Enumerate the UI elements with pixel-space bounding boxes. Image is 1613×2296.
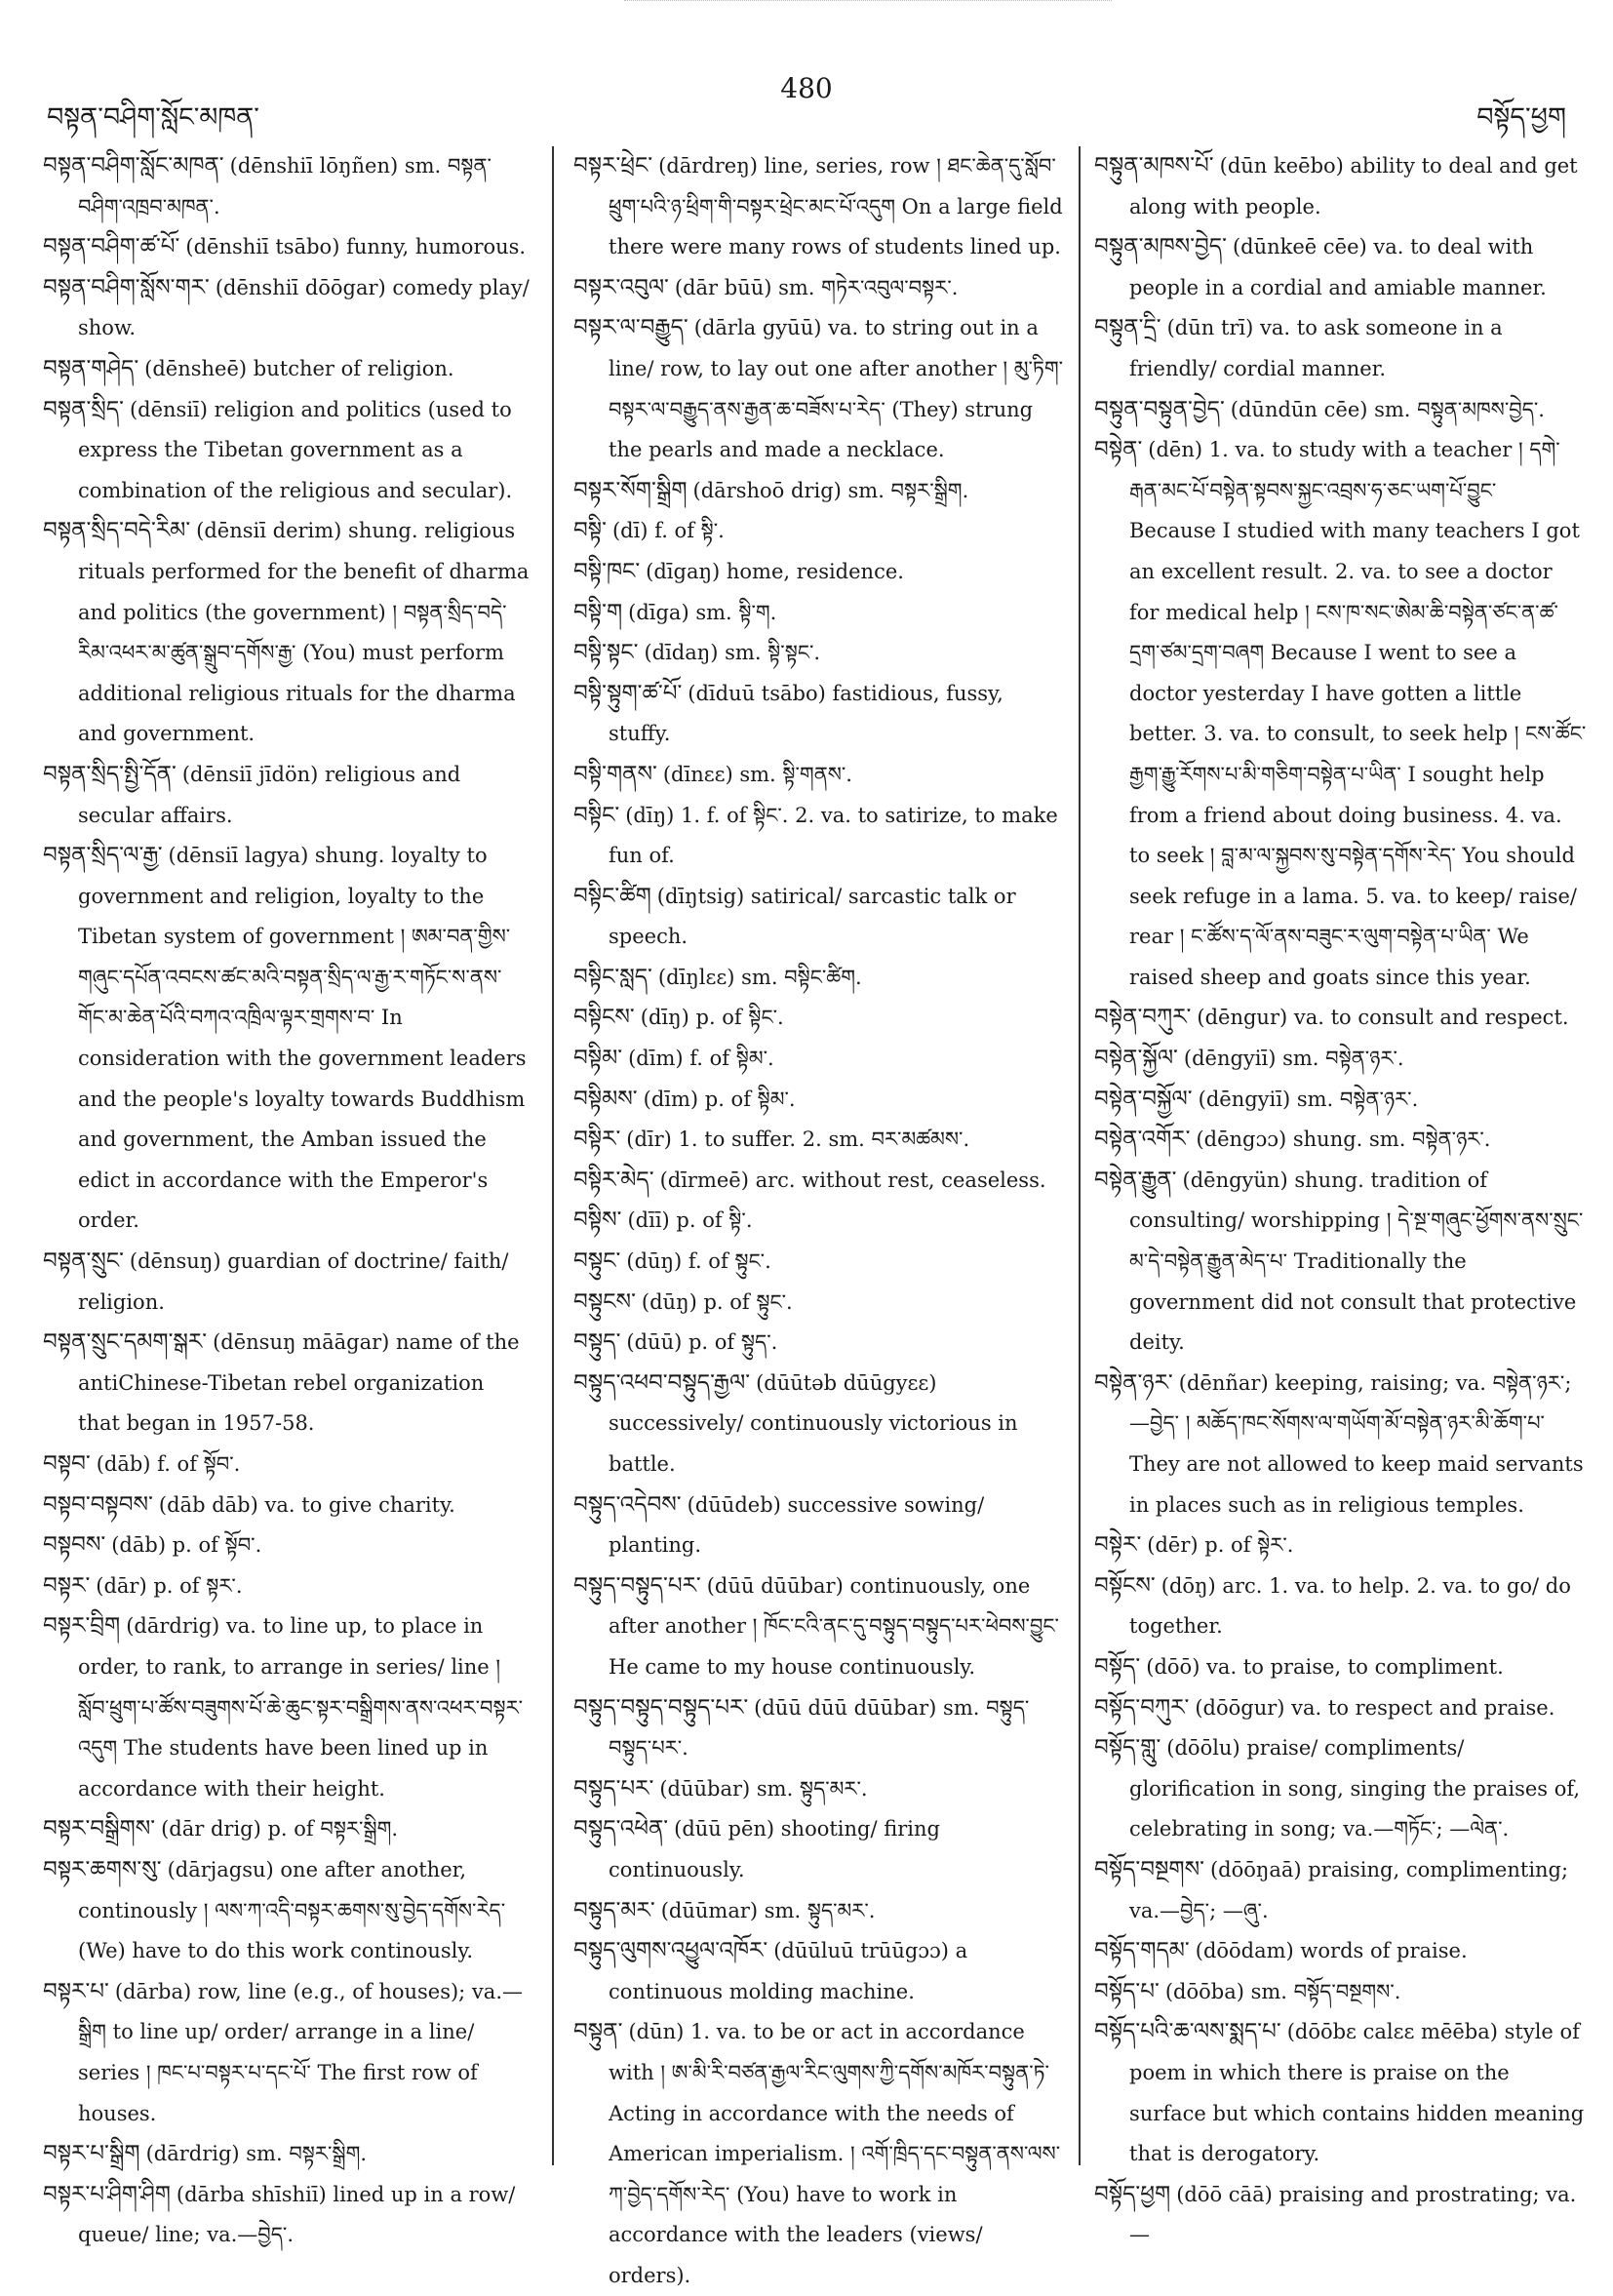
entry-definition: (dēnsiī) religion and politics (used to express the Tibetan government as a combination of the religious and secular). [78, 397, 513, 502]
dictionary-entry [573, 1809, 1071, 1890]
entry-headword: བསྟི་ [573, 518, 607, 544]
entry-definition: (dāb) f. of སྟོབ་. [96, 1452, 241, 1476]
entry-definition: (dāb) p. of སྟོབ་. [111, 1533, 262, 1558]
entry-headword: བསྟིས་ [573, 1207, 622, 1234]
dictionary-entry [573, 1364, 1071, 1485]
entry-headword: བསྟིང་ [573, 802, 620, 828]
dictionary-entry [573, 1120, 1071, 1161]
entry-definition: (dōŋ) arc. 1. va. to help. 2. va. to go/ do together. [1129, 1573, 1571, 1639]
dictionary-entry [573, 674, 1071, 755]
dictionary-entry [43, 1242, 531, 1323]
entry-headword: བསྟིང་ཚིག [573, 883, 651, 909]
entry-definition: (dūūmar) sm. སྟུད་མར་. [660, 1898, 876, 1922]
dictionary-entry [1094, 1120, 1588, 1161]
entry-definition: (dārjagsu) one after another, continously ། ལས་ཀ་འདི་བསྟར་ཆགས་སུ་བྱེད་དགོས་རེད་ (We) have to do this work continously. [78, 1857, 506, 1963]
dictionary-entry [43, 349, 531, 390]
entry-definition: (dūū dūū dūūbar) sm. བསྟུད་བསྟུད་པར་. [609, 1695, 1030, 1761]
entry-headword: བསྟུངས་ [573, 1288, 636, 1315]
entry-headword: བསྟོད་བསྔགས་ [1094, 1856, 1204, 1882]
entry-definition: (dēnshiī lōŋñen) sm. བསྟན་བཤིག་འཁྲབ་མཁན་. [78, 154, 492, 218]
dictionary-entry [573, 796, 1071, 877]
entry-headword: བསྟེན་ [1094, 437, 1143, 463]
entry-definition: (dārdrig) sm. བསྟར་སྒྲིག. [145, 2142, 368, 2166]
entry-definition: (dūūbar) sm. སྟུད་མར་. [659, 1776, 868, 1801]
entry-definition: (dūn trī) va. to ask someone in a friendly/ cordial manner. [1129, 316, 1503, 380]
entry-definition: (dōōgur) va. to respect and praise. [1195, 1695, 1555, 1720]
entry-definition: (dārba shīshiī) lined up in a row/ queue/ line; va.—བྱེད་. [78, 2182, 516, 2247]
dictionary-entry [43, 1606, 531, 1809]
entry-headword: བསྟུད་འཕེན་ [573, 1816, 669, 1842]
page-header [47, 59, 1566, 133]
entry-headword: བསྟབ་བསྟབས་ [43, 1491, 153, 1518]
entry-definition: (dēnsuŋ māāgar) name of the antiChinese-Tibetan rebel organization that began in 1957-58. [78, 1330, 520, 1436]
dictionary-entry [1094, 1080, 1588, 1121]
entry-headword: བསྟོད་བཀུར་ [1094, 1694, 1190, 1721]
entry-definition: (dīdaŋ) sm. སྟི་སྟང་. [644, 641, 821, 665]
entry-headword: བསྟུད་ལུགས་འཕྱུལ་འཁོར་ [573, 1938, 768, 1964]
entry-headword: བསྟར་ཆགས་སུ་ [43, 1856, 162, 1882]
dictionary-entry [573, 1039, 1071, 1080]
entry-definition: (dēnñar) keeping, raising; va. བསྟེན་ཉར་; —བྱེད་ ། མཆོད་ཁང་སོགས་ལ་གཡོག་མོ་བསྟེན་ཉར་མི་ཆོག་པ་ They are not allowed to keep maid servants in places such as in religious temples. [1129, 1370, 1584, 1517]
entry-headword: བསྟི་སྟང་ [573, 640, 639, 666]
dictionary-entry [1094, 1647, 1588, 1688]
entry-headword: བསྟན་བཤིག་སློས་གར་ [43, 274, 210, 300]
entry-definition: (dōōŋaā) praising, complimenting; va.—བྱེད་; —ཞུ་. [1129, 1857, 1569, 1922]
entry-headword: བསྟུན་དྲི་ [1094, 315, 1161, 341]
dictionary-entry [43, 511, 531, 755]
entry-definition: (dūndūn cēe) sm. བསྟུན་མཁས་བྱེད་. [1230, 397, 1545, 421]
entry-headword: བསྟེན་ཉར་ [1094, 1369, 1173, 1396]
entry-definition: (dūūdeb) successive sowing/ planting. [609, 1492, 985, 1558]
page-number: 480 [780, 72, 833, 104]
dictionary-entry [43, 390, 531, 512]
entry-headword: བསྟུན་མཁས་བྱེད་ [1094, 234, 1227, 260]
entry-headword: བསྟུན་ [573, 2019, 623, 2045]
entry-definition: (dūn) 1. va. to be or act in accordance with ། ཨ་མི་རི་བཙན་རྒྱལ་རིང་ལུགས་ཀྱི་དགོས་མཁོར་བསྟུན་ཏེ་ Acting in accordance with the needs of American imperialism. ། འགོ་ཁྲིད་དང་བསྟུན་ནས་ལས་ཀ་བྱེད་དགོས་རེད་ (You) have to work in accordance with the leaders (views/ orders). [609, 2020, 1061, 2287]
entry-headword: བསྟོད་གླུ་ [1094, 1735, 1161, 1762]
entry-definition: (dūū) p. of སྟུད་. [626, 1330, 778, 1355]
entry-definition: (dārla gyūū) va. to string out in a line/ row, to lay out one after another ། མུ་ཏིག་བསྟར་ལ་བརྒྱུད་ནས་རྒྱན་ཆ་བཟོས་པ་རེད་ (They) strung the pearls and made a necklace. [609, 316, 1064, 462]
entry-definition: (dūŋ) p. of སྟུང་. [641, 1289, 793, 1314]
entry-definition: (dēngɔɔ) shung. sm. བསྟེན་ཉར་. [1196, 1128, 1491, 1152]
entry-definition: (dōō) va. to praise, to compliment. [1146, 1654, 1504, 1679]
entry-definition: (dārshoō drig) sm. བསྟར་སྒྲིག. [692, 478, 969, 502]
entry-headword: བསྟན་སྲིད་ [43, 396, 124, 422]
dictionary-entry [1094, 227, 1588, 308]
dictionary-entry [43, 1485, 531, 1526]
dictionary-entry [43, 1566, 531, 1607]
dictionary-entry [43, 1525, 531, 1566]
entry-headword: བསྟོད་ཕྱག [1094, 2181, 1171, 2207]
entry-definition: (dēngur) va. to consult and respect. [1197, 1006, 1569, 1030]
dictionary-entry [1094, 1161, 1588, 1364]
dictionary-entry [1094, 430, 1588, 998]
dictionary-entry [573, 1323, 1071, 1364]
entry-headword: བསྟུད་པར་ [573, 1775, 654, 1801]
entry-headword: བསྟར་པ་ [43, 1978, 109, 2004]
entry-headword: བསྟར་པ་སྒྲིག [43, 2141, 140, 2167]
entry-headword: བསྟན་སྲིད་ལ་རྒྱ་ [43, 843, 163, 869]
dictionary-entry [43, 2175, 531, 2256]
entry-definition: (dīr) 1. to suffer. 2. sm. བར་མཚམས་. [626, 1128, 970, 1152]
entry-definition: (dār drig) p. of བསྟར་སྒྲིག. [161, 1817, 399, 1841]
dictionary-entry [1094, 1364, 1588, 1525]
entry-headword: བསྟི་ག [573, 599, 623, 625]
dictionary-entry [43, 2134, 531, 2175]
entry-headword: བསྟེན་བཀུར་ [1094, 1005, 1192, 1031]
dictionary-entry [1094, 1728, 1588, 1850]
entry-definition: (dīnɛɛ) sm. སྟི་གནས་. [662, 762, 852, 786]
dictionary-entry [573, 1080, 1071, 1121]
entry-headword: བསྟེན་བསྐྱོལ་ [1094, 1086, 1193, 1112]
dictionary-entry [43, 1972, 531, 2134]
entry-headword: བསྟན་བཤིག་སློང་མཁན་ [43, 153, 224, 178]
dictionary-entry [573, 1566, 1071, 1688]
entry-definition: (dūū pēn) shooting/ firing continuously. [609, 1817, 940, 1881]
entry-headword: བསྟར་བྲིག [43, 1613, 121, 1640]
entry-definition: (dēnsuŋ) guardian of doctrine/ faith/ religion. [78, 1249, 509, 1314]
dictionary-entry [573, 1161, 1071, 1202]
entry-headword: བསྟར་ལ་བརྒྱུད་ [573, 315, 688, 341]
dictionary-entry [43, 268, 531, 349]
entry-headword: བསྟུད་མར་ [573, 1897, 655, 1923]
entry-headword: བསྟབ་ [43, 1451, 91, 1477]
entry-definition: (dēngyiī) sm. བསྟེན་ཉར་. [1183, 1047, 1404, 1071]
entry-definition: (dīrmeē) arc. without rest, ceaseless. [659, 1168, 1046, 1192]
dictionary-entry [1094, 1688, 1588, 1729]
dictionary-entry [573, 1242, 1071, 1283]
dictionary-entry [573, 1931, 1071, 2012]
entry-definition: (dīga) sm. སྟི་ག. [628, 600, 777, 624]
dictionary-entry [573, 998, 1071, 1039]
entry-headword: བསྟར་ཕྲེང་ [573, 153, 653, 178]
dictionary-entry [43, 1323, 531, 1445]
entry-definition: (dēnshiī dōōgar) comedy play/ show. [78, 275, 530, 340]
dictionary-entry [573, 958, 1071, 999]
entry-definition: (dēnsheē) butcher of religion. [144, 356, 454, 380]
dictionary-entry [1094, 2012, 1588, 2174]
dictionary-entry [573, 511, 1071, 552]
dictionary-entry [43, 1445, 531, 1485]
entry-headword: བསྟར་བསྒྲིགས་ [43, 1816, 156, 1842]
entry-definition: (dīŋlɛɛ) sm. བསྟིང་ཚིག. [657, 965, 862, 989]
entry-definition: (dēngyün) shung. tradition of consulting/ worshipping ། དེ་སྔ་གཞུང་ཕྱོགས་ནས་སྲུང་མ་དེ་བསྟེན་རྒྱུན་མེད་པ་ Traditionally the government did not consult that protective deity. [1129, 1168, 1584, 1355]
dictionary-column-2 [573, 146, 1071, 2287]
dictionary-entry [1094, 1566, 1588, 1647]
dictionary-entry [573, 877, 1071, 958]
dictionary-entry [1094, 390, 1588, 431]
dictionary-entry [1094, 1850, 1588, 1931]
entry-definition: (dīgaŋ) home, residence. [646, 559, 904, 583]
dictionary-column-3 [1094, 146, 1588, 2263]
entry-headword: བསྟན་སྲིད་སྤྱི་དོན་ [43, 761, 177, 787]
entry-headword: བསྟུད་ [573, 1329, 621, 1356]
dictionary-entry [1094, 146, 1588, 227]
entry-definition: (dīm) p. of སྟིམ་. [643, 1087, 796, 1111]
entry-definition: (dōō cāā) praising and prostrating; va.— [1129, 2182, 1577, 2247]
entry-headword: བསྟི་སྟུག་ཚ་པོ་ [573, 680, 683, 706]
entry-definition: (dūŋ) f. of སྟུང་. [626, 1249, 771, 1274]
dictionary-entry [573, 633, 1071, 674]
entry-headword: བསྟན་གཤེད་ [43, 355, 139, 381]
entry-headword: བསྟོད་པའི་ཆ་ལས་སྨད་པ་ [1094, 2019, 1281, 2045]
entry-definition: (dīm) f. of སྟིམ་. [628, 1047, 774, 1071]
entry-headword: བསྟེན་སྐྱོལ་ [1094, 1046, 1178, 1072]
entry-headword: བསྟེན་འགོར་ [1094, 1127, 1191, 1153]
entry-headword: བསྟན་བཤིག་ཚ་པོ་ [43, 234, 180, 260]
dictionary-entry [43, 227, 531, 268]
dictionary-entry [573, 1891, 1071, 1932]
entry-headword: བསྟིར་ [573, 1127, 621, 1153]
entry-definition: (dūū dūūbar) continuously, one after another ། ཁོང་ངའི་ནང་དུ་བསྟུད་བསྟུད་པར་ཕེབས་བྱུང་ He came to my house continuously. [609, 1573, 1059, 1679]
entry-headword: བསྟུད་བསྟུད་པར་ [573, 1572, 701, 1599]
dictionary-entry [1094, 998, 1588, 1039]
entry-definition: (dēnshiī tsābo) funny, humorous. [185, 235, 527, 259]
entry-definition: (dīŋ) p. of སྟིང་. [640, 1006, 784, 1030]
entry-headword: བསྟེར་ [1094, 1532, 1142, 1559]
entry-headword: བསྟན་སྲུང་ [43, 1248, 124, 1275]
dictionary-entry [1094, 1039, 1588, 1080]
entry-headword: བསྟར་པ་ཤིག་ཤིག [43, 2181, 171, 2207]
entry-definition: (dēn) 1. va. to study with a teacher ། དགེ་རྒན་མང་པོ་བསྟེན་སྟབས་སྐྱང་འབྲས་ཧ་ཅང་ཡག་པོ་བྱུང་ Because I studied with many teachers I got an excellent result. 2. va. to see a doctor for medical help ། ངས་ཁ་སང་ཨེམ་ཆི་བསྟེན་ཙང་ན་ཚ་དྲག་ཙམ་དྲག་བཞག Because I went to see a doctor yesterday I have gotten a little better. 3. va. to consult, to seek help ། ངས་ཚོང་རྒྱག་རྒྱུ་རོགས་པ་མི་གཅིག་བསྟེན་པ་ཡིན་ I sought help from a friend about doing business. 4. va. to seek ། བླ་མ་ལ་སྐྱབས་སུ་བསྟེན་དགོས་རེད་ You should seek refuge in a lama. 5. va. to keep/ raise/ rear ། ང་ཚོས་ད་ལོ་ནས་བཟུང་ར་ལུག་བསྟེན་པ་ཡིན་ We raised sheep and goats since this year. [1129, 438, 1587, 989]
entry-headword: བསྟིང་སླད་ [573, 964, 652, 990]
entry-definition: (dēnsiī lagya) shung. loyalty to government and religion, loyalty to the Tibetan system of government ། ཨམ་བན་གྱིས་གཞུང་དཔོན་འབངས་ཚང་མའི་བསྟན་སྲིད་ལ་རྒྱ་ར་གཏོང་ས་ནས་གོང་མ་ཆེན་པོའི་བཀའ་འཁྲིལ་ལྟར་གྲགས་བ་ In consideration with the government leaders and the people's loyalty towards Buddhism and government, the Amban issued the edict in accordance with the Emperor's order. [78, 844, 527, 1233]
entry-definition: (dōōlu) praise/ compliments/ glorification in song, singing the praises of, celebrating in song; va.—གཏོང་; —ལེན་. [1129, 1736, 1581, 1841]
entry-definition: (dāb dāb) va. to give charity. [158, 1492, 455, 1517]
entry-definition: (dār) p. of སྟར་. [96, 1573, 243, 1598]
dictionary-entry [43, 1850, 531, 1972]
entry-headword: བསྟི་ཁང་ [573, 558, 641, 584]
entry-definition: (dēnsiī jīdön) religious and secular affairs. [78, 762, 461, 827]
column-divider [552, 146, 554, 2165]
dictionary-entry [573, 1485, 1071, 1566]
entry-definition: (dēr) p. of སྟེར་. [1147, 1533, 1294, 1558]
entry-headword: བསྟུང་ [573, 1248, 621, 1275]
entry-definition: (dūnkeē cēe) va. to deal with people in a cordial and amiable manner. [1129, 235, 1547, 299]
entry-definition: (dīī) p. of སྟི་. [627, 1208, 753, 1233]
dictionary-entry [573, 552, 1071, 593]
entry-definition: (dōōba) sm. བསྟོད་བསྔགས་. [1164, 1979, 1401, 2003]
header-left-guide-word: བསྟན་བཤིག་སློང་མཁན་ [47, 102, 259, 133]
dictionary-entry [573, 146, 1071, 268]
entry-definition: (dīŋ) 1. f. of སྟིང་. 2. va. to satirize, to make fun of. [609, 803, 1058, 868]
entry-headword: བསྟུད་འདེབས་ [573, 1491, 682, 1518]
entry-headword: བསྟབས་ [43, 1532, 106, 1559]
entry-headword: བསྟེན་རྒྱུན་ [1094, 1167, 1177, 1193]
dictionary-entry [1094, 1931, 1588, 1972]
entry-headword: བསྟར་ [43, 1572, 91, 1599]
entry-headword: བསྟུད་བསྟུད་བསྟུད་པར་ [573, 1694, 749, 1721]
entry-headword: བསྟིམས་ [573, 1086, 638, 1112]
dictionary-entry [43, 1809, 531, 1850]
entry-headword: བསྟོད་གདམ་ [1094, 1938, 1190, 1964]
entry-definition: (dārdrig) va. to line up, to place in order, to rank, to arrange in series/ line ། སློབ་ཕྲུག་པ་ཚོས་བཟུགས་པོ་ཆེ་ཆུང་སྟར་བསྒྲིགས་ནས་འཕར་བསྟར་འདུག The students have been lined up in accordance with their height. [78, 1614, 524, 1801]
entry-headword: བསྟིར་མེད་ [573, 1167, 654, 1193]
entry-definition: (dēnsiī derim) shung. religious rituals performed for the benefit of dharma and politics (the government) ། བསྟན་སྲིད་བདེ་རིམ་འཕར་མ་ཚུན་སྒྲུབ་དགོས་རྒྱ་ (You) must perform additional religious rituals for the dharma and government. [78, 519, 530, 746]
column-divider [1079, 146, 1081, 2165]
entry-headword: བསྟོད་པ་ [1094, 1978, 1160, 2004]
dictionary-entry [573, 308, 1071, 470]
entry-definition: (dār būū) sm. གཏེར་འབུལ་བསྟར་. [674, 275, 959, 299]
dictionary-entry [573, 1283, 1071, 1324]
dictionary-entry [573, 2012, 1071, 2296]
dictionary-entry [1094, 308, 1588, 389]
dictionary-column-1 [43, 146, 531, 2263]
entry-definition: (dūūtəb dūūgyɛɛ) successively/ continuously victorious in battle. [609, 1370, 1018, 1476]
entry-definition: (dōōbɛ calɛɛ mēēba) style of poem in which there is praise on the surface but which contains hidden meaning that is derogatory. [1129, 2020, 1585, 2166]
entry-headword: བསྟན་སྲུང་དམག་སྒར་ [43, 1329, 208, 1356]
dictionary-entry [1094, 2175, 1588, 2256]
dictionary-entry [573, 1201, 1071, 1242]
header-right-guide-word: བསྟོད་ཕྱག [1476, 102, 1566, 133]
dictionary-entry [1094, 1525, 1588, 1566]
entry-headword: བསྟུན་མཁས་པོ་ [1094, 153, 1214, 178]
entry-definition: (dōōdam) words of praise. [1195, 1939, 1468, 1963]
entry-definition: (dī) f. of སྟི་. [611, 519, 725, 543]
dictionary-entry [573, 268, 1071, 309]
entry-definition: (dārba) row, line (e.g., of houses); va.— སྒྲིག to line up/ order/ arrange in a line/ series ། ཁང་པ་བསྟར་པ་དང་པོ་ The first row of houses. [78, 1979, 523, 2125]
entry-headword: བསྟན་སྲིད་བདེ་རིམ་ [43, 518, 191, 544]
entry-definition: (dūn keēbo) ability to deal and get along with people. [1129, 154, 1578, 218]
entry-definition: (dūūluū trūūgɔɔ) a continuous molding machine. [609, 1939, 968, 2003]
dictionary-entry [43, 146, 531, 227]
entry-headword: བསྟར་སོག་སྒྲིག [573, 477, 688, 503]
entry-headword: བསྟིངས་ [573, 1005, 635, 1031]
dictionary-entry [573, 1769, 1071, 1810]
entry-definition: (dīduū tsābo) fastidious, fussy, stuffy. [609, 681, 1003, 746]
entry-headword: བསྟར་འབུལ་ [573, 274, 669, 300]
entry-headword: བསྟུན་བསྟུན་བྱེད་ [1094, 396, 1225, 422]
entry-headword: བསྟོངས་ [1094, 1572, 1156, 1599]
dictionary-entry [573, 755, 1071, 796]
scan-edge-marks [624, 0, 1112, 5]
entry-headword: བསྟོད་ [1094, 1653, 1141, 1680]
dictionary-entry [573, 1688, 1071, 1769]
dictionary-entry [43, 836, 531, 1242]
entry-definition: (dēngyiī) sm. བསྟེན་ཉར་. [1198, 1087, 1419, 1111]
entry-definition: (dārdreŋ) line, series, row ། ཐང་ཆེན་དུ་སློབ་ཕྲུག་པའི་ཉ་ཕྲིག་གི་བསྟར་ཕྲེང་མང་པོ་འདུག On a large field there were many rows of students lined up. [609, 154, 1063, 259]
dictionary-entry [1094, 1972, 1588, 2013]
dictionary-entry [573, 593, 1071, 634]
entry-headword: བསྟི་གནས་ [573, 761, 657, 787]
dictionary-entry [43, 755, 531, 836]
entry-headword: བསྟིམ་ [573, 1046, 623, 1072]
dictionary-entry [573, 471, 1071, 512]
entry-definition: (dīŋtsig) satirical/ sarcastic talk or speech. [609, 884, 1016, 949]
entry-headword: བསྟུད་འཕབ་བསྟུད་རྒྱལ་ [573, 1369, 751, 1396]
